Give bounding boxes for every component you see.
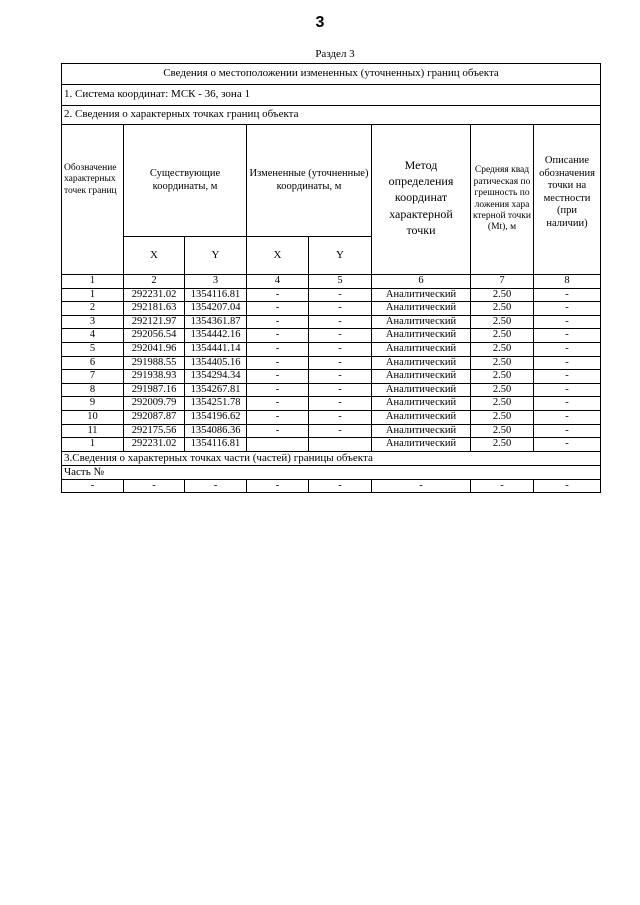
data-rows — [62, 288, 601, 451]
y-existing-cell: 1354361.87 — [185, 315, 247, 329]
x-existing-cell: 291938.93 — [124, 370, 185, 384]
empty-cell: - — [62, 479, 124, 493]
header-y-existing: Y — [185, 237, 247, 275]
method-cell: Аналитический — [372, 302, 471, 316]
accuracy-cell: 2.50 — [471, 329, 534, 343]
x-changed-cell: - — [247, 302, 309, 316]
parts-title-row — [62, 451, 601, 465]
y-changed-cell: - — [309, 315, 372, 329]
accuracy-cell: 2.50 — [471, 424, 534, 438]
header-description: Описание обозначения точки на местности (при наличии) — [534, 125, 601, 275]
header-accuracy: Средняя квадратическая погрешность положения характерной точки (Mt), м — [471, 125, 534, 275]
x-changed-cell — [247, 438, 309, 452]
x-changed-cell: - — [247, 397, 309, 411]
x-existing-cell: 292009.79 — [124, 397, 185, 411]
table-row — [62, 383, 601, 397]
table-row — [62, 370, 601, 384]
col-number: 6 — [372, 275, 471, 289]
x-existing-cell: 291987.16 — [124, 383, 185, 397]
y-existing-cell: 1354086.36 — [185, 424, 247, 438]
coord-system-row — [62, 85, 601, 106]
empty-cell: - — [309, 479, 372, 493]
y-existing-cell: 1354442.16 — [185, 329, 247, 343]
coord-system: 1. Система координат: МСК - 36, зона 1 — [62, 85, 601, 106]
x-existing-cell: 292056.54 — [124, 329, 185, 343]
parts-title: 3.Сведения о характерных точках части (частей) границы объекта — [62, 451, 601, 465]
points-title-row — [62, 106, 601, 125]
point-id-cell: 10 — [62, 410, 124, 424]
accuracy-cell: 2.50 — [471, 356, 534, 370]
point-id-cell: 9 — [62, 397, 124, 411]
col-number: 2 — [124, 275, 185, 289]
x-changed-cell: - — [247, 329, 309, 343]
accuracy-cell: 2.50 — [471, 397, 534, 411]
table-title: Сведения о местоположении измененных (уточненных) границ объекта — [62, 64, 601, 85]
point-id-cell: 5 — [62, 342, 124, 356]
method-cell: Аналитический — [372, 370, 471, 384]
y-changed-cell: - — [309, 370, 372, 384]
x-changed-cell: - — [247, 383, 309, 397]
y-changed-cell: - — [309, 410, 372, 424]
point-id-cell: 6 — [62, 356, 124, 370]
empty-row — [62, 479, 601, 493]
y-existing-cell: 1354251.78 — [185, 397, 247, 411]
y-changed-cell — [309, 438, 372, 452]
y-existing-cell: 1354294.34 — [185, 370, 247, 384]
x-changed-cell: - — [247, 315, 309, 329]
part-label-row — [62, 465, 601, 479]
accuracy-cell: 2.50 — [471, 383, 534, 397]
point-id-cell: 8 — [62, 383, 124, 397]
y-changed-cell: - — [309, 424, 372, 438]
table-row — [62, 288, 601, 302]
description-cell: - — [534, 288, 601, 302]
table-row — [62, 397, 601, 411]
description-cell: - — [534, 329, 601, 343]
part-label: Часть № — [62, 465, 601, 479]
column-numbers-row — [62, 275, 601, 289]
description-cell: - — [534, 383, 601, 397]
y-changed-cell: - — [309, 397, 372, 411]
description-cell: - — [534, 410, 601, 424]
empty-cell: - — [247, 479, 309, 493]
section-label: Раздел 3 — [315, 48, 355, 60]
empty-cell: - — [185, 479, 247, 493]
description-cell: - — [534, 342, 601, 356]
accuracy-cell: 2.50 — [471, 342, 534, 356]
method-cell: Аналитический — [372, 410, 471, 424]
header-point-designation: Обозначение характерных точек границ — [62, 125, 124, 275]
empty-cell: - — [124, 479, 185, 493]
x-changed-cell: - — [247, 410, 309, 424]
method-cell: Аналитический — [372, 383, 471, 397]
empty-cell: - — [534, 479, 601, 493]
method-cell: Аналитический — [372, 356, 471, 370]
table-row — [62, 315, 601, 329]
table-row — [62, 356, 601, 370]
y-changed-cell: - — [309, 342, 372, 356]
header-y-changed: Y — [309, 237, 372, 275]
x-existing-cell: 292121.97 — [124, 315, 185, 329]
accuracy-cell: 2.50 — [471, 288, 534, 302]
col-number: 5 — [309, 275, 372, 289]
method-cell: Аналитический — [372, 424, 471, 438]
description-cell: - — [534, 356, 601, 370]
table-row — [62, 410, 601, 424]
x-existing-cell: 292231.02 — [124, 288, 185, 302]
x-changed-cell: - — [247, 356, 309, 370]
table-row — [62, 438, 601, 452]
description-cell: - — [534, 438, 601, 452]
x-existing-cell: 292181.63 — [124, 302, 185, 316]
x-changed-cell: - — [247, 424, 309, 438]
y-changed-cell: - — [309, 288, 372, 302]
method-cell: Аналитический — [372, 288, 471, 302]
empty-cell: - — [372, 479, 471, 493]
x-changed-cell: - — [247, 342, 309, 356]
description-cell: - — [534, 315, 601, 329]
method-cell: Аналитический — [372, 329, 471, 343]
col-number: 4 — [247, 275, 309, 289]
y-changed-cell: - — [309, 356, 372, 370]
table-row — [62, 424, 601, 438]
header-method: Метод определения координат характерной точки — [372, 125, 471, 275]
header-changed-coords: Измененные (уточненные) координаты, м — [247, 125, 372, 237]
description-cell: - — [534, 302, 601, 316]
col-number: 8 — [534, 275, 601, 289]
col-number: 7 — [471, 275, 534, 289]
point-id-cell: 3 — [62, 315, 124, 329]
method-cell: Аналитический — [372, 438, 471, 452]
method-cell: Аналитический — [372, 397, 471, 411]
point-id-cell: 7 — [62, 370, 124, 384]
x-existing-cell: 292041.96 — [124, 342, 185, 356]
table-row — [62, 342, 601, 356]
y-existing-cell: 1354441.14 — [185, 342, 247, 356]
header-x-existing: X — [124, 237, 185, 275]
empty-cell: - — [471, 479, 534, 493]
y-existing-cell: 1354405.16 — [185, 356, 247, 370]
x-changed-cell: - — [247, 288, 309, 302]
x-existing-cell: 292231.02 — [124, 438, 185, 452]
accuracy-cell: 2.50 — [471, 315, 534, 329]
x-changed-cell: - — [247, 370, 309, 384]
x-existing-cell: 292175.56 — [124, 424, 185, 438]
y-existing-cell: 1354207.04 — [185, 302, 247, 316]
method-cell: Аналитический — [372, 315, 471, 329]
point-id-cell: 11 — [62, 424, 124, 438]
point-id-cell: 1 — [62, 288, 124, 302]
y-existing-cell: 1354267.81 — [185, 383, 247, 397]
y-existing-cell: 1354196.62 — [185, 410, 247, 424]
y-changed-cell: - — [309, 329, 372, 343]
table-title-row — [62, 64, 601, 85]
point-id-cell: 2 — [62, 302, 124, 316]
header-existing-coords: Существующие координаты, м — [124, 125, 247, 237]
boundary-table — [61, 63, 601, 493]
table-row — [62, 329, 601, 343]
y-existing-cell: 1354116.81 — [185, 288, 247, 302]
points-title: 2. Сведения о характерных точках границ объекта — [62, 106, 601, 125]
accuracy-cell: 2.50 — [471, 370, 534, 384]
y-changed-cell: - — [309, 302, 372, 316]
method-cell: Аналитический — [372, 342, 471, 356]
point-id-cell: 4 — [62, 329, 124, 343]
accuracy-cell: 2.50 — [471, 438, 534, 452]
header-x-changed: X — [247, 237, 309, 275]
page-number: 3 — [315, 14, 325, 31]
x-existing-cell: 292087.87 — [124, 410, 185, 424]
accuracy-cell: 2.50 — [471, 302, 534, 316]
description-cell: - — [534, 424, 601, 438]
col-number: 1 — [62, 275, 124, 289]
description-cell: - — [534, 397, 601, 411]
header-row-1 — [62, 125, 601, 237]
point-id-cell: 1 — [62, 438, 124, 452]
accuracy-cell: 2.50 — [471, 410, 534, 424]
description-cell: - — [534, 370, 601, 384]
table-row — [62, 302, 601, 316]
y-changed-cell: - — [309, 383, 372, 397]
x-existing-cell: 291988.55 — [124, 356, 185, 370]
y-existing-cell: 1354116.81 — [185, 438, 247, 452]
col-number: 3 — [185, 275, 247, 289]
